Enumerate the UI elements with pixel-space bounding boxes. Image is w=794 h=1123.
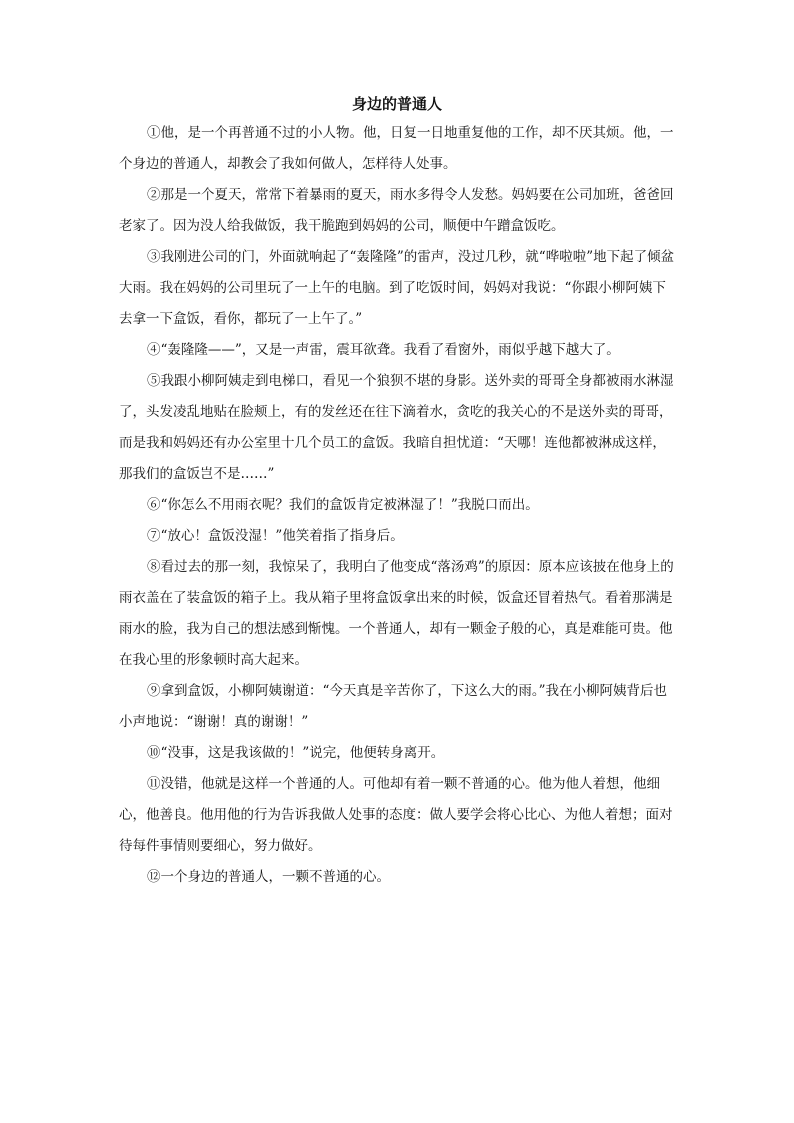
paragraph-6: ⑥“你怎么不用雨衣呢？我们的盒饭肯定被淋湿了！”我脱口而出。 [147,497,539,513]
article-body [119,118,675,893]
paragraph-11: ⑪没错，他就是这样一个普通的人。可他却有着一颗不普通的心。他为他人着想，他细心，他善良。他用他的行为告诉我做人处事的态度：做人要学会将心比心、为他人着想；面对待每件事情则要细心，努力做好。 [119,776,673,854]
paragraph-10: ⑩“没事，这是我该做的！”说完，他便转身离开。 [147,745,445,761]
article-title: 身边的普通人 [351,95,442,113]
paragraph-12: ⑫一个身边的普通人，一颗不普通的心。 [147,869,390,885]
paragraph-4: ④“轰隆隆——”，又是一声雷，震耳欲聋。我看了看窗外，雨似乎越下越大了。 [147,342,620,358]
paragraph-3: ③我刚进公司的门，外面就响起了“轰隆隆”的雷声，没过几秒，就“哗啦啦”地下起了倾盆大雨。我在妈妈的公司里玩了一上午的电脑。到了吃饭时间，妈妈对我说：“你跟小柳阿姨下去拿一下盒饭，看你，都玩了一上午了。” [119,249,675,327]
paragraph-1: ①他，是一个再普通不过的小人物。他，日复一日地重复他的工作，却不厌其烦。他，一个身边的普通人，却教会了我如何做人，怎样待人处事。 [119,125,674,172]
paragraph-8: ⑧看过去的那一刻，我惊呆了，我明白了他变成“落汤鸡”的原因：原本应该披在他身上的雨衣盖在了装盒饭的箱子上。我从箱子里将盒饭拿出来的时候，饭盒还冒着热气。看着那满是雨水的脸，我为自己的想法感到惭愧。一个普通人，却有一颗金子般的心，真是难能可贵。他在我心里的形象顿时高大起来。 [119,559,674,668]
paragraph-9: ⑨拿到盒饭，小柳阿姨谢道：“今天真是辛苦你了，下这么大的雨。”我在小柳阿姨背后也小声地说：“谢谢！真的谢谢！” [119,683,668,730]
paragraph-5: ⑤我跟小柳阿姨走到电梯口，看见一个狼狈不堪的身影。送外卖的哥哥全身都被雨水淋湿了，头发凌乱地贴在脸颊上，有的发丝还在往下滴着水，贪吃的我关心的不是送外卖的哥哥，而是我和妈妈还有办公室里十几个员工的盒饭。我暗自担忧道：“天哪！连他都被淋成这样，那我们的盒饭岂不是……” [119,373,674,482]
paragraph-7: ⑦“放心！盒饭没湿！”他笑着指了指身后。 [147,528,404,544]
paragraph-2: ②那是一个夏天，常常下着暴雨的夏天，雨水多得令人发愁。妈妈要在公司加班，爸爸回老家了。因为没人给我做饭，我干脆跑到妈妈的公司，顺便中午蹭盒饭吃。 [119,187,674,234]
